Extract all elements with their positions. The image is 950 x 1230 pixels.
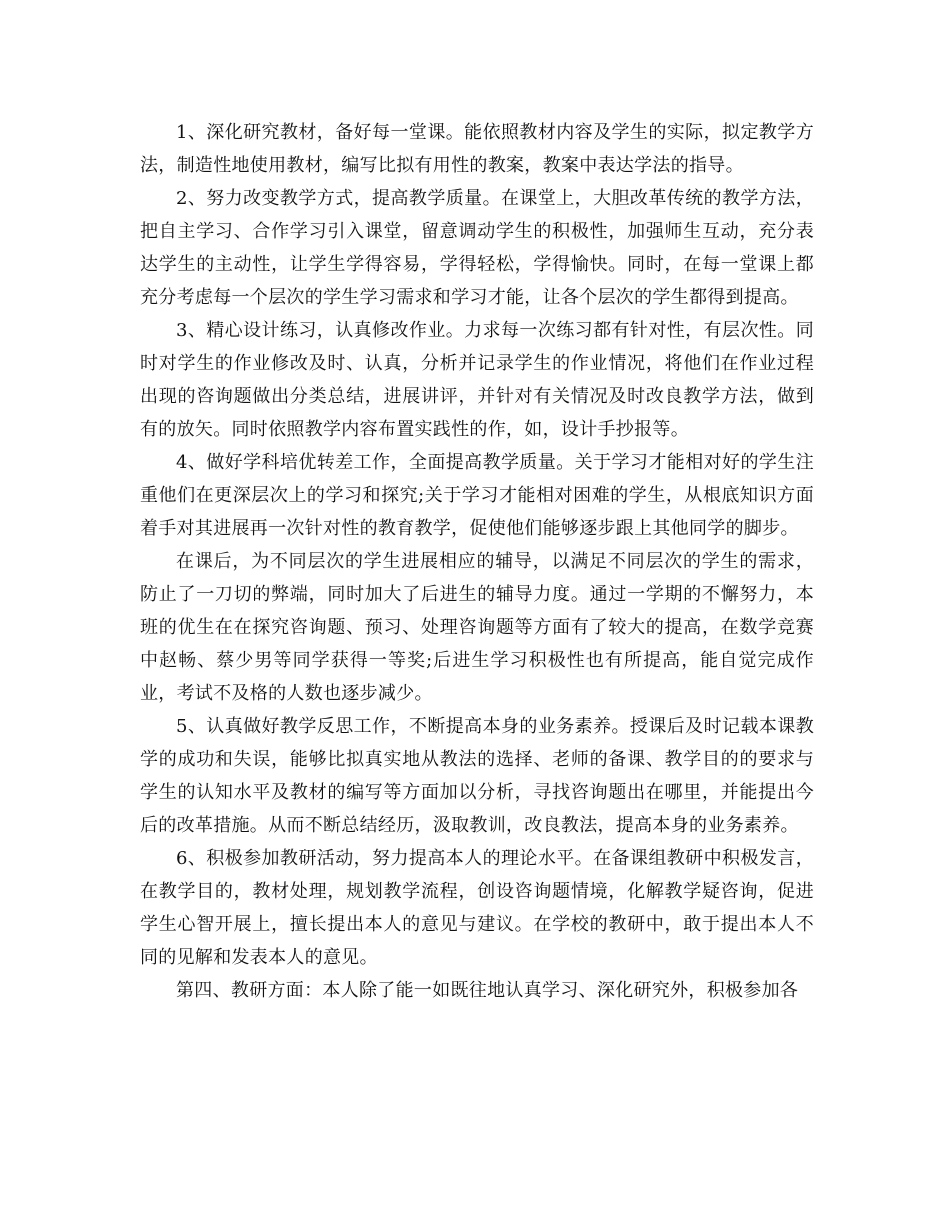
paragraph-8: 第四、教研方面：本人除了能一如既往地认真学习、深化研究外，积极参加各 (176, 980, 799, 1001)
paragraph-7: 6、积极参加教研活动，努力提高本人的理论水平。在备课组教研中积极发言，在教学目的，教材处理，规划教学流程，创设咨询题情境，化解教学疑咨询，促进学生心智开展上，擅长提出本人的意见与建议。在学校的教研中，敢于提出本人不同的见解和发表本人的意见。 (140, 848, 814, 968)
paragraph-2: 2、努力改变教学方式，提高教学质量。在课堂上，大胆改革传统的教学方法，把自主学习、合作学习引入课堂，留意调动学生的积极性，加强师生互动，充分表达学生的主动性，让学生学得容易，学得轻松，学得愉快。同时，在每一堂课上都充分考虑每一个层次的学生学习需求和学习才能，让各个层次的学生都得到提高。 (140, 188, 814, 308)
paragraph-1: 1、深化研究教材，备好每一堂课。能依照教材内容及学生的实际，拟定教学方法，制造性地使用教材，编写比拟有用性的教案，教案中表达学法的指导。 (140, 122, 814, 176)
paragraph-3: 3、精心设计练习，认真修改作业。力求每一次练习都有针对性，有层次性。同时对学生的作业修改及时、认真，分析并记录学生的作业情况，将他们在作业过程出现的咨询题做出分类总结，进展讲评，并针对有关情况及时改良教学方法，做到有的放矢。同时依照教学内容布置实践性的作，如，设计手抄报等。 (140, 320, 814, 440)
paragraph-5: 在课后，为不同层次的学生进展相应的辅导，以满足不同层次的学生的需求，防止了一刀切的弊端，同时加大了后进生的辅导力度。通过一学期的不懈努力，本班的优生在在探究咨询题、预习、处理咨询题等方面有了较大的提高，在数学竞赛中赵畅、蔡少男等同学获得一等奖;后进生学习积极性也有所提高，能自觉完成作业，考试不及格的人数也逐步减少。 (140, 551, 814, 704)
paragraph-6: 5、认真做好教学反思工作，不断提高本身的业务素养。授课后及时记载本课教学的成功和失误，能够比拟真实地从教法的选择、老师的备课、教学目的的要求与学生的认知水平及教材的编写等方面加以分析，寻找咨询题出在哪里，并能提出今后的改革措施。从而不断总结经历，汲取教训，改良教法，提高本身的业务素养。 (140, 716, 814, 836)
document-body (140, 116, 814, 1007)
paragraph-4: 4、做好学科培优转差工作，全面提高教学质量。关于学习才能相对好的学生注重他们在更深层次上的学习和探究;关于学习才能相对困难的学生，从根底知识方面着手对其进展再一次针对性的教育教学，促使他们能够逐步跟上其他同学的脚步。 (140, 452, 814, 539)
